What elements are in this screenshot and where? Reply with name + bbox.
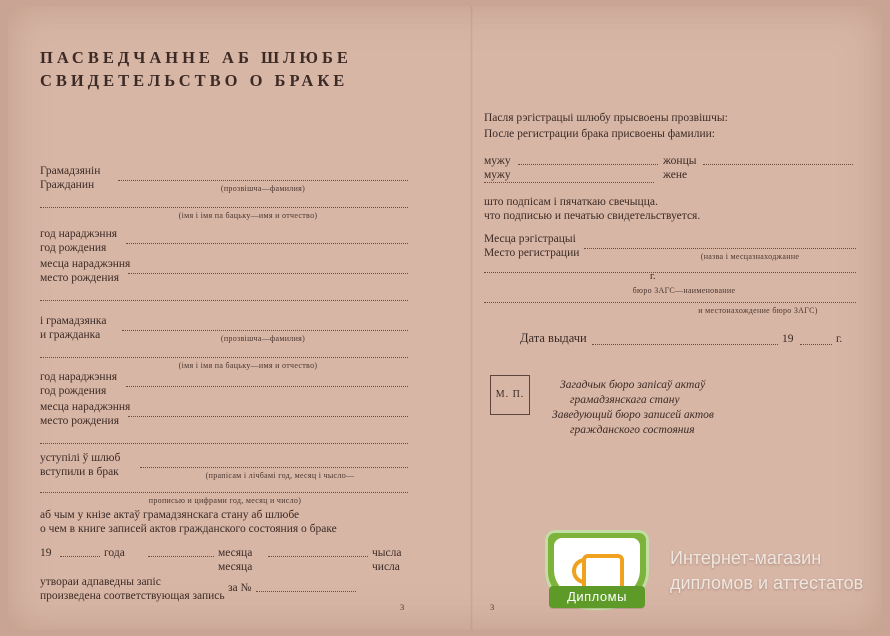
issue-year-line[interactable] [800,344,832,345]
page-title-be: ПАСВЕДЧАННЕ АБ ШЛЮБЕ [40,48,352,67]
record-label-ru: о чем в книге записей актов гражданского состояния о браке [40,523,337,535]
after-registration-be: Пасля рэгістрацыі шлюбу прысвоены прозвішчы: [484,112,728,124]
issue-date-label: Дата выдачи [520,331,587,345]
signature-title-be-2: грамадзянскага стану [570,394,680,406]
birth-place-2-label-ru: место рождения [40,415,119,427]
issue-date-line[interactable] [592,344,778,345]
watermark-text [670,546,863,596]
hint-date-be: (прапісам і лічбамі год, месяц і чысло— [205,471,355,480]
year-word-be: года [104,547,125,559]
birth-place-label-be: месца нараджэння [40,258,131,270]
hint-zags-location: и местонахождение бюро ЗАГС) [698,306,818,315]
certified-ru: что подписью и печатью свидетельствуется. [484,210,701,222]
birth-year-label-be: год нараджэння [40,228,118,240]
citizen-female-name-line[interactable] [40,357,408,358]
place-registration-be: Месца рэгістрацыі [484,233,576,245]
certified-be: што подпісам і пячаткаю свечыцца. [484,196,658,208]
birth-place-line-1[interactable] [128,273,408,274]
entry-label-be: утвораи адпаведны запіс [40,576,161,588]
month-label-be: месяца [218,547,253,559]
birth-year-label-ru: год рождения [40,242,107,254]
citizen-female-surname-line[interactable] [122,330,408,331]
badge-label: Дипломы [567,589,627,604]
watermark-line-1: Интернет-магазин [670,548,822,568]
place-registration-line-1[interactable] [584,248,856,249]
citizen-female-label-ru: и гражданка [40,329,101,341]
birth-place-2-line-1[interactable] [128,416,408,417]
wife-label-ru: жене [663,169,688,181]
entry-label-ru: произведена соответствующая запись [40,590,225,602]
watermark-line-2: дипломов и аттестатов [670,573,864,593]
city-abbrev: г. [650,271,656,282]
birth-year-2-line[interactable] [126,386,408,387]
birth-place-label-ru: место рождения [40,272,119,284]
citizen-female-label-be: і грамадзянка [40,315,107,327]
hint-surname-2: (прозвішча—фамилия) [220,334,306,343]
signature-title-be-1: Загадчык бюро запісаў актаў [560,379,706,391]
watermark [510,530,880,622]
issue-year-prefix: 19 [782,333,794,345]
page-number-left: 3 [400,602,405,612]
month-label-ru: месяца [218,561,253,573]
year-line[interactable] [60,556,100,557]
place-registration-line-3[interactable] [484,302,856,303]
citizen-male-surname-line[interactable] [118,180,408,181]
place-registration-ru: Место регистрации [484,247,580,259]
signature-title-ru-1: Заведующий бюро записей актов [552,409,714,421]
citizen-male-label-be: Грамадзянін [40,165,101,177]
wife-surname-line[interactable] [703,164,853,165]
hint-place: (назва і месцазнаходжанне [700,252,800,261]
year-prefix: 19 [40,547,52,559]
issue-year-suffix: г. [836,333,843,345]
hint-zags-name: бюро ЗАГС—наименование [632,286,736,295]
entry-number-line[interactable] [256,591,356,592]
record-label-be: аб чым у кнізе актаў грамадзянскага стану аб шлюбе [40,509,300,521]
hint-patronymic: (імя і імя па бацьку—имя и отчество) [178,211,318,220]
birth-year-2-label-ru: год рождения [40,385,107,397]
month-line[interactable] [148,556,214,557]
day-line[interactable] [268,556,368,557]
day-label-be: чысла [372,547,402,559]
citizen-male-label-ru: Гражданин [40,179,95,191]
husband-surname-line-2[interactable] [484,182,654,183]
married-label-be: уступілі ў шлюб [40,452,121,464]
married-label-ru: вступили в брак [40,466,119,478]
birth-year-2-label-be: год нараджэння [40,371,118,383]
signature-title-ru-2: гражданского состояния [570,424,695,436]
birth-place-2-line-2[interactable] [40,443,408,444]
shop-badge-icon [545,530,649,622]
hint-patronymic-2: (імя і імя па бацьку—имя и отчество) [178,361,318,370]
entry-number-label: за № [228,582,252,594]
page-title-ru: СВИДЕТЕЛЬСТВО О БРАКЕ [40,71,349,90]
place-registration-line-2[interactable] [484,272,856,273]
husband-surname-line[interactable] [518,164,658,165]
husband-label-ru: мужу [484,169,511,181]
marriage-date-line-2[interactable] [40,492,408,493]
hint-surname: (прозвішча—фамилия) [220,184,306,193]
after-registration-ru: После регистрации брака присвоены фамилии: [484,128,715,140]
birth-year-line[interactable] [126,243,408,244]
day-label-ru: числа [372,561,400,573]
stamp-place-box [490,375,530,415]
badge-ribbon [549,586,645,608]
stamp-place-label: М. П. [495,389,525,400]
marriage-date-line-1[interactable] [140,467,408,468]
page-number-right: 3 [490,602,495,612]
citizen-male-name-line[interactable] [40,207,408,208]
husband-label-be: мужу [484,155,511,167]
hint-date-ru: прописью и цифрами год, месяц и число) [148,496,302,505]
birth-place-2-label-be: месца нараджэння [40,401,131,413]
birth-place-line-2[interactable] [40,300,408,301]
wife-label-be: жонцы [663,155,697,167]
